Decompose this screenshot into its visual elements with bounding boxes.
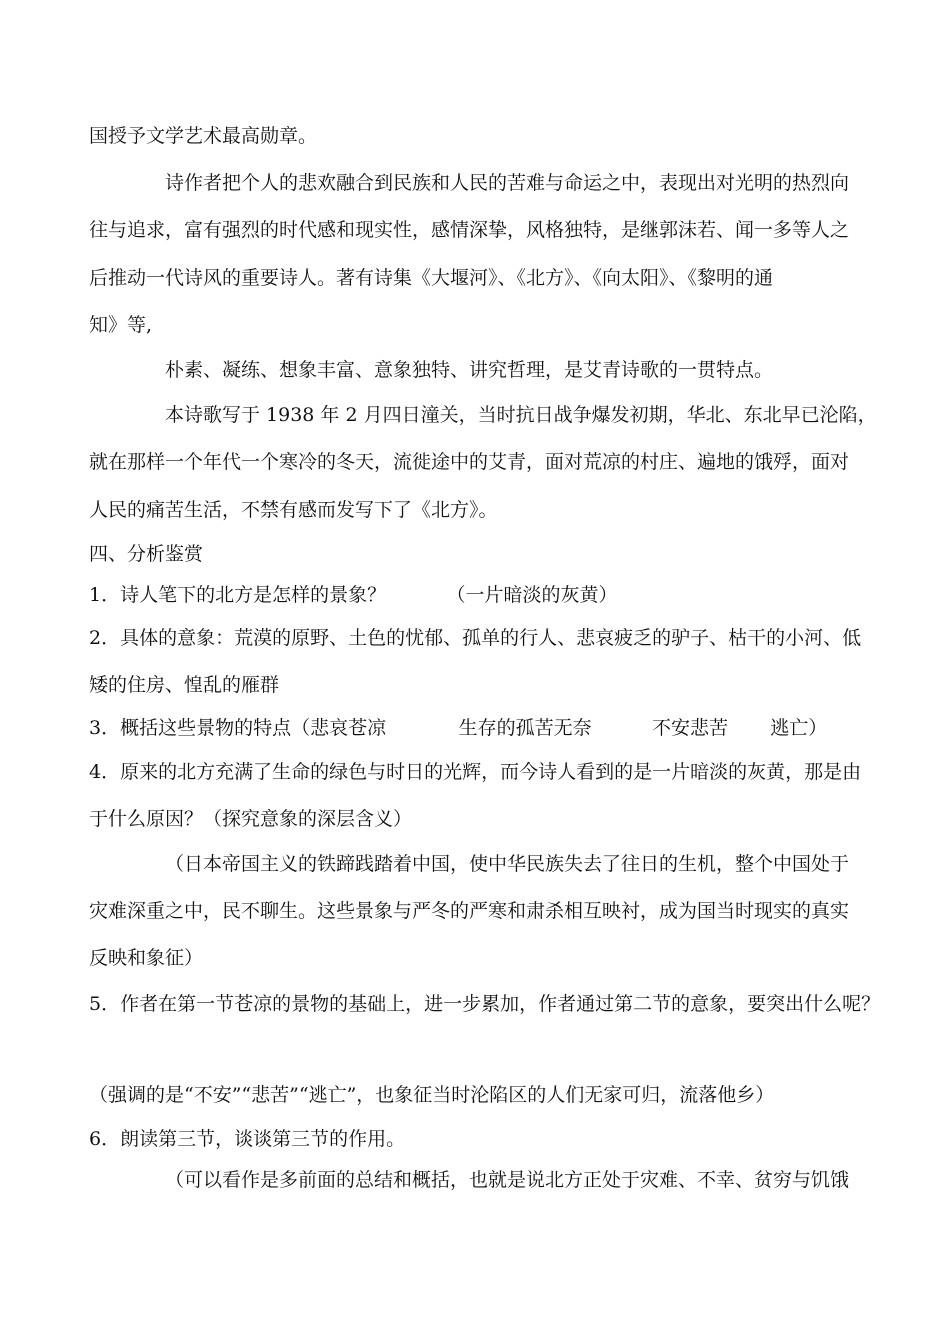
paragraph-line: 本诗歌写于 1938 年 2 月四日潼关，当时抗日战争爆发初期，华北、东北早已沦陷， (165, 404, 877, 426)
text-line: 知》等, (89, 314, 153, 336)
text-line: 灾难深重之中，民不聊生。这些景象与严冬的严寒和肃杀相互映衬，成为国当时现实的真实 (89, 900, 850, 922)
question-line: 2．具体的意象：荒漠的原野、土色的忧郁、孤单的行人、悲哀疲乏的驴子、枯干的小河、低 (89, 627, 862, 649)
answer-line: （日本帝国主义的铁蹄践踏着中国，使中华民族失去了往日的生机，整个中国处于 (165, 853, 850, 875)
paragraph-line: 诗作者把个人的悲欢融合到民族和人民的苦难与命运之中，表现出对光明的热烈向 (165, 172, 850, 194)
question-line: 4．原来的北方充满了生命的绿色与时日的光辉，而今诗人看到的是一片暗淡的灰黄，那是由 (89, 761, 862, 783)
section-heading: 四、分析鉴赏 (89, 543, 204, 565)
text-line: 就在那样一个年代一个寒冷的冬天，流徙途中的艾青，面对荒凉的村庄、遍地的饿殍，面对 (89, 451, 850, 473)
text-line: 后推动一代诗风的重要诗人。著有诗集《大堰河》、《北方》、《向太阳》、《黎明的通 (89, 267, 774, 289)
text-line: 往与追求，富有强烈的时代感和现实性，感情深挚，风格独特，是继郭沫若、闻一多等人之 (89, 219, 850, 241)
text-line: 人民的痛苦生活，不禁有感而发写下了《北方》。 (89, 499, 498, 521)
text-line: 反映和象征） (89, 947, 204, 969)
text-line: 于什么原因？（探究意象的深层含义） (89, 808, 413, 830)
question-line: 5．作者在第一节苍凉的景物的基础上，进一步累加，作者通过第二节的意象，要突出什么呢？ (89, 993, 881, 1015)
question-line: 6．朗读第三节，谈谈第三节的作用。 (89, 1128, 406, 1150)
question-line: 1．诗人笔下的北方是怎样的景象？ （一片暗淡的灰黄） (89, 584, 618, 606)
answer-line: （强调的是“不安”“悲苦”“逃亡”，也象征当时沦陷区的人们无家可归，流落他乡） (89, 1084, 775, 1106)
text-line: 矮的住房、惶乱的雁群 (89, 674, 280, 696)
paragraph-line: 朴素、凝练、想象丰富、意象独特、讲究哲理，是艾青诗歌的一贯特点。 (165, 359, 774, 381)
answer-line: （可以看作是多前面的总结和概括，也就是说北方正处于灾难、不幸、贫穷与饥饿 (165, 1169, 850, 1191)
question-line: 3．概括这些景物的特点（悲哀苍凉 生存的孤苦无奈 不安悲苦 逃亡） (89, 717, 828, 739)
text-line: 国授予文学艺术最高勋章。 (89, 125, 318, 147)
